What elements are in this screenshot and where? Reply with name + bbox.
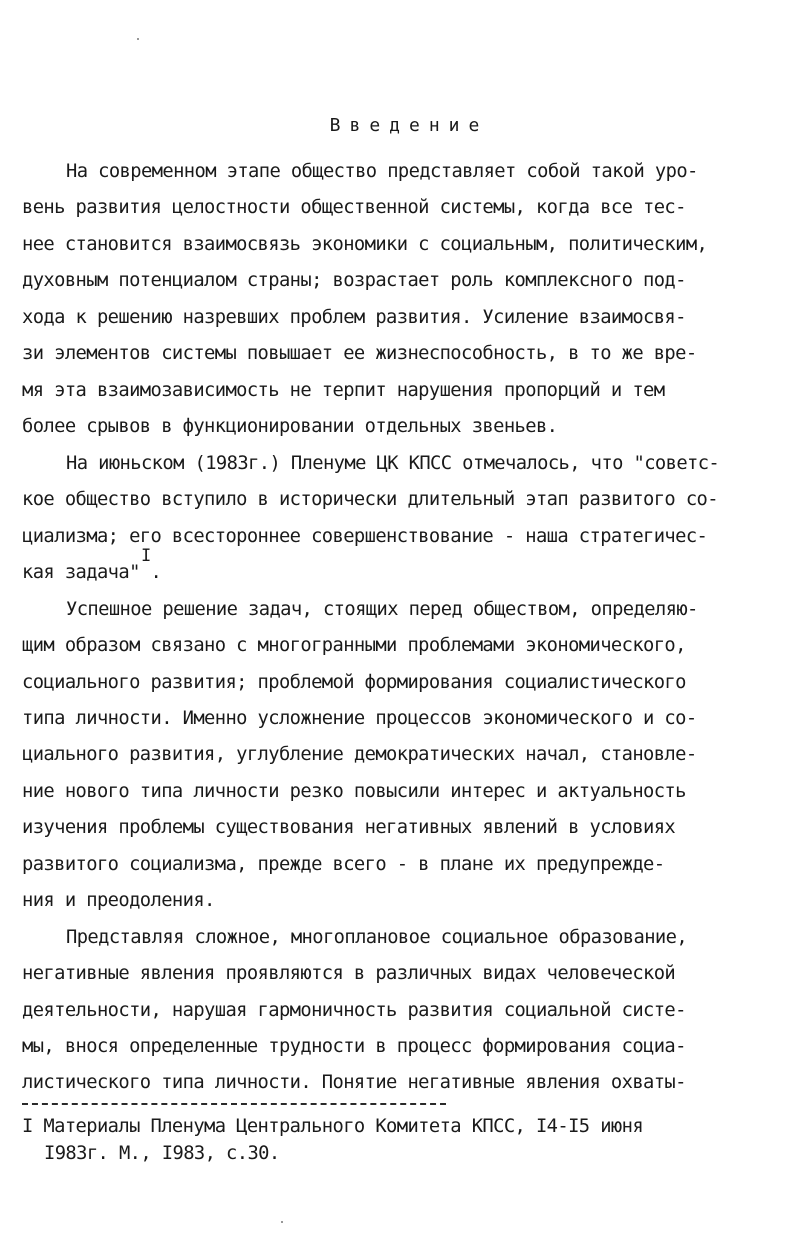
text-line: На современном этапе общество представляет собой такой уро- <box>66 161 698 182</box>
text-line: кое общество вступило в исторически длительный этап развитого со- <box>22 489 718 510</box>
footnote-separator <box>22 1103 446 1105</box>
footnote-reference: I <box>141 546 152 566</box>
text-line: Успешное решение задач, стоящих перед обществом, определяю- <box>66 599 698 620</box>
text-line: щим образом связано с многогранными проблемами экономического, <box>22 635 686 656</box>
footnote-line: I983г. М., I983, с.30. <box>44 1143 280 1164</box>
text-line: зи элементов системы повышает ее жизнеспособность, в то же вре- <box>22 343 697 364</box>
text-line: типа личности. Именно усложнение процессов экономического и со- <box>22 708 697 729</box>
page-title-text: Введение <box>329 115 489 136</box>
text-line: циального развития, углубление демократических начал, становле- <box>22 744 697 765</box>
text-line: Представляя сложное, многоплановое социальное образование, <box>66 927 688 948</box>
text-line: ние нового типа личности резко повысили интерес и актуальность <box>22 781 686 802</box>
text-line: более срывов в функционировании отдельных звеньев. <box>22 416 558 437</box>
text-line: развитого социализма, прежде всего - в плане их предупрежде- <box>22 854 665 875</box>
footnote-line: I Материалы Пленума Центрального Комитета КПСС, I4-I5 июня <box>22 1116 644 1137</box>
text-line: мы, внося определенные трудности в процесс формирования социа- <box>22 1036 686 1057</box>
text-line: вень развития целостности общественной системы, когда все тес- <box>22 197 686 218</box>
text-line: кая задача" . <box>22 562 162 583</box>
text-line: На июньском (1983г.) Пленуме ЦК КПСС отмечалось, что "советс- <box>66 453 720 474</box>
text-line: социального развития; проблемой формирования социалистического <box>22 672 686 693</box>
text-line: циализма; его всестороннее совершенствование - наша стратегичес- <box>22 526 708 547</box>
scan-speck <box>281 1221 283 1223</box>
text-line: изучения проблемы существования негативных явлений в условиях <box>22 817 676 838</box>
text-line: негативные явления проявляются в различных видах человеческой <box>22 963 676 984</box>
text-line: хода к решению назревших проблем развития. Усиление взаимосвя- <box>22 307 686 328</box>
text-line: листического типа личности. Понятие негативные явления охваты- <box>22 1072 686 1093</box>
text-line: деятельности, нарушая гармоничность развития социальной систе- <box>22 1000 686 1021</box>
text-line: духовным потенциалом страны; возрастает роль комплексного под- <box>22 270 686 291</box>
scan-speck <box>137 38 139 40</box>
text-line: нее становится взаимосвязь экономики с социальным, политическим, <box>22 234 708 255</box>
text-line: мя эта взаимозависимость не терпит нарушения пропорций и тем <box>22 380 665 401</box>
text-line: ния и преодоления. <box>22 890 215 911</box>
page-title <box>0 115 798 136</box>
